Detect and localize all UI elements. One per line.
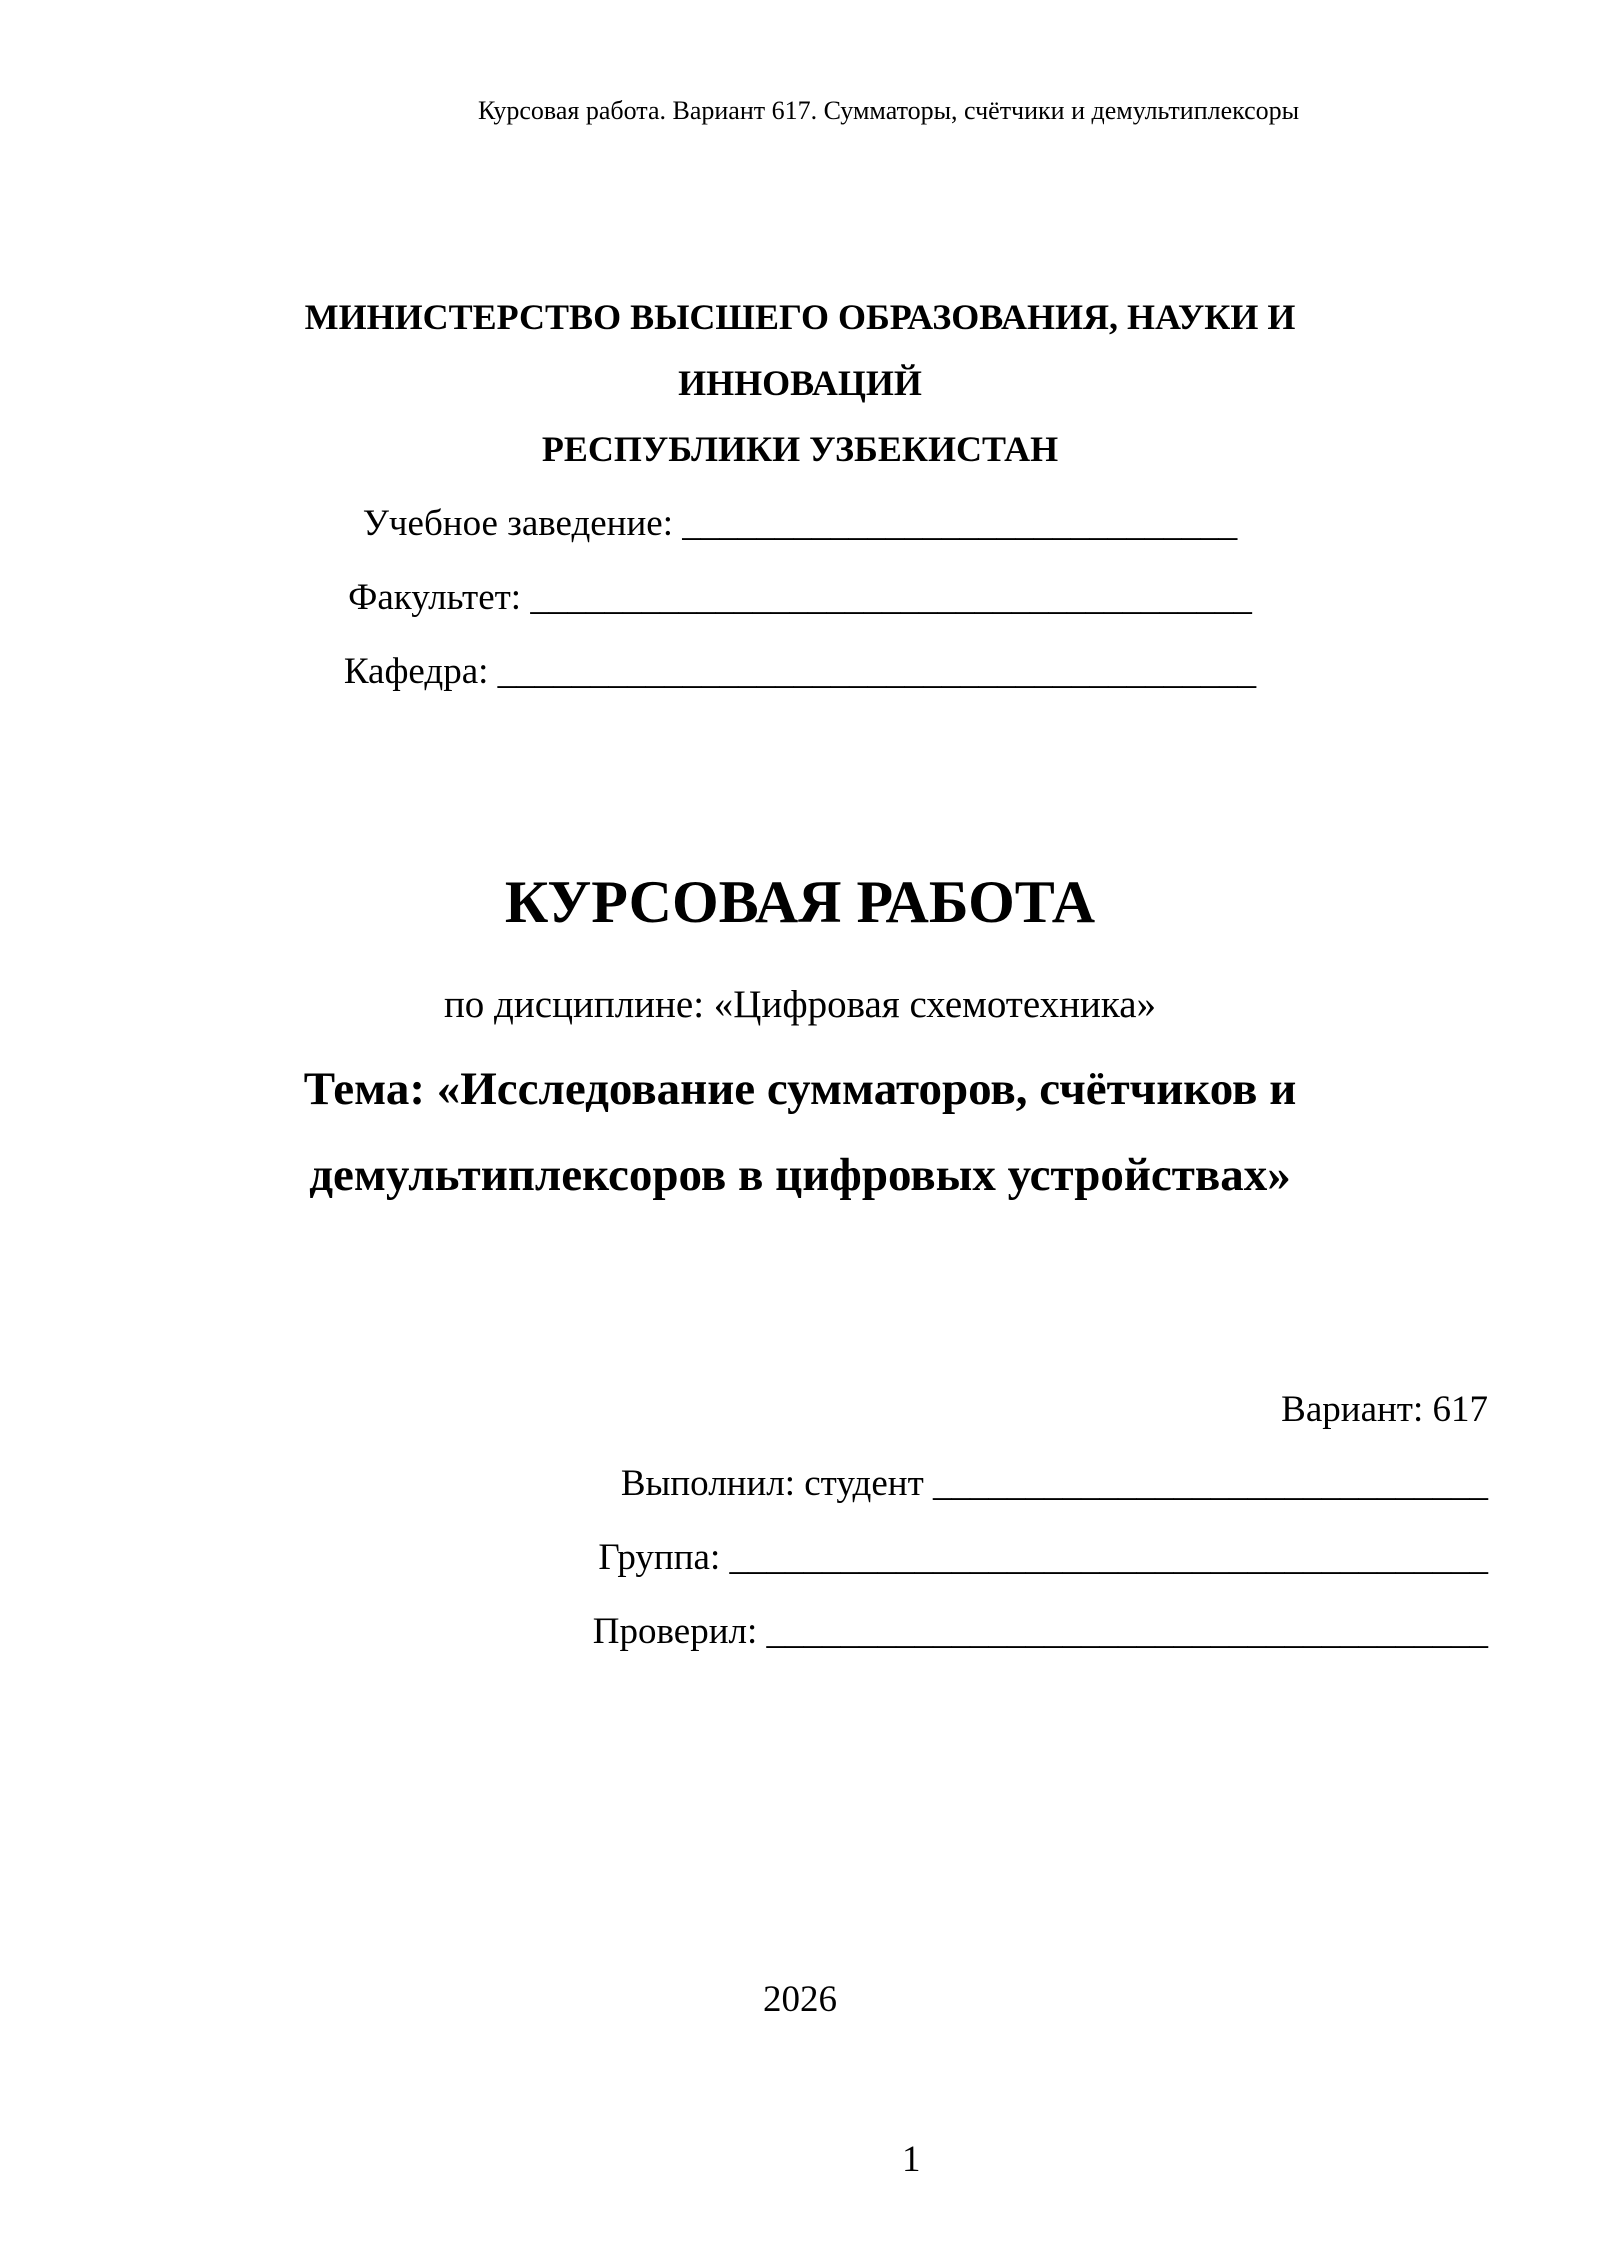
ministry-line-2: ИННОВАЦИЙ bbox=[678, 363, 922, 403]
faculty-field: Факультет: _______________________________________ bbox=[348, 577, 1252, 618]
topic-line-1: Тема: «Исследование сумматоров, счётчиков и bbox=[303, 1063, 1297, 1115]
ministry-line-3: РЕСПУБЛИКИ УЗБЕКИСТАН bbox=[541, 429, 1059, 469]
ministry-line-1: МИНИСТЕРСТВО ВЫСШЕГО ОБРАЗОВАНИЯ, НАУКИ И bbox=[304, 297, 1296, 337]
variant-label: Вариант: 617 bbox=[1281, 1389, 1488, 1430]
document-title: КУРСОВАЯ РАБОТА bbox=[504, 869, 1096, 935]
topic-line-2: демультиплексоров в цифровых устройствах» bbox=[309, 1149, 1291, 1201]
running-header: Курсовая работа. Вариант 617. Сумматоры, счётчики и демультиплексоры bbox=[478, 96, 1300, 125]
institution-field: Учебное заведение: ______________________________ bbox=[362, 503, 1238, 544]
department-field: Кафедра: _________________________________________ bbox=[343, 651, 1257, 692]
page-number: 1 bbox=[902, 2139, 921, 2180]
group-field: Группа: _________________________________________ bbox=[598, 1537, 1488, 1578]
year: 2026 bbox=[763, 1979, 837, 2020]
discipline-line: по дисциплине: «Цифровая схемотехника» bbox=[443, 983, 1157, 1026]
completed-by-field: Выполнил: студент ______________________________ bbox=[620, 1463, 1488, 1504]
checked-by-field: Проверил: _______________________________________ bbox=[592, 1611, 1488, 1652]
